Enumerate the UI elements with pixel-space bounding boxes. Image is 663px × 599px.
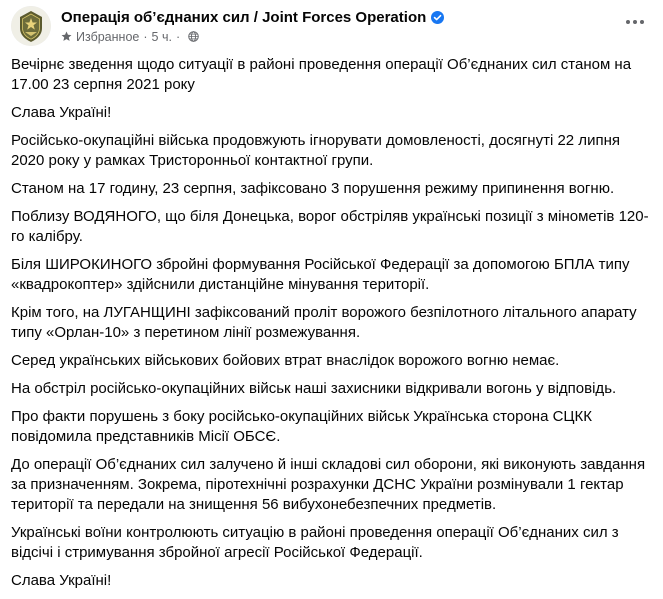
page-avatar[interactable]	[11, 6, 51, 46]
post-paragraph: Поблизу ВОДЯНОГО, що біля Донецька, ворог обстріляв українські позиції з мінометів 120-го калібру.	[11, 208, 649, 245]
post-paragraph: Слава Україні!	[11, 572, 112, 589]
post-meta	[61, 29, 199, 44]
audience-label: Избранное	[76, 29, 140, 44]
globe-icon[interactable]	[188, 31, 199, 42]
post-paragraph: Вечірнє зведення щодо ситуації в районі проведення операції Об’єднаних сил станом на 17.00 23 серпня 2021 року	[11, 56, 632, 93]
post-paragraph: Слава Україні!	[11, 104, 112, 121]
more-options-button[interactable]	[623, 10, 647, 34]
post-paragraph: Станом на 17 годину, 23 серпня, зафіксовано 3 порушення режиму припинення вогню.	[11, 180, 615, 197]
post-paragraph: Російсько-окупаційні війська продовжують ігнорувати домовленості, досягнуті 22 липня 2020 року у рамках Тристоронньої контактної групи.	[11, 132, 620, 169]
post-timestamp[interactable]: 5 ч.	[151, 29, 172, 44]
post-header	[11, 6, 651, 46]
page-name-row	[61, 8, 444, 26]
page-name-link[interactable]: Операція об’єднаних сил / Joint Forces Operation	[61, 8, 427, 26]
post-paragraph: На обстріл російсько-окупаційних військ наші захисники відкривали вогонь у відповідь.	[11, 380, 617, 397]
post-paragraph: Серед українських військових бойових втрат внаслідок ворожого вогню немає.	[11, 352, 560, 369]
meta-separator: ·	[143, 29, 148, 44]
verified-badge-icon	[431, 11, 444, 24]
post-paragraph: Про факти порушень з боку російсько-окупаційних військ Українська сторона СЦКК повідомила представників Місії ОБСЄ.	[11, 408, 592, 445]
post-paragraph: Крім того, на ЛУГАНЩИНІ зафіксований проліт ворожого безпілотного літального апарату типу «Орлан-10» з перетином лінії розмежування.	[11, 304, 637, 341]
post-paragraph: До операції Об’єднаних сил залучено й інші складові сил оборони, які виконують завдання за призначенням. Зокрема, піротехнічні розрахунки ДСНС України розмінували 1 гектар території та передали на знищення 56 вибухонебезпечних предметів.	[11, 456, 646, 513]
post-paragraph: Українські воїни контролюють ситуацію в районі проведення операції Об’єднаних сил з відсічі і стримування збройної агресії Російської Федерації.	[11, 524, 619, 561]
post-paragraph: Біля ШИРОКИНОГО збройні формування Російської Федерації за допомогою БПЛА типу «квадрокоптер» здійснили дистанційне мінування території.	[11, 256, 630, 293]
joint-forces-emblem-icon	[11, 6, 51, 46]
meta-separator-2: ·	[175, 29, 181, 44]
post-body	[11, 55, 649, 599]
star-icon	[61, 31, 72, 42]
more-horizontal-icon	[625, 19, 645, 25]
